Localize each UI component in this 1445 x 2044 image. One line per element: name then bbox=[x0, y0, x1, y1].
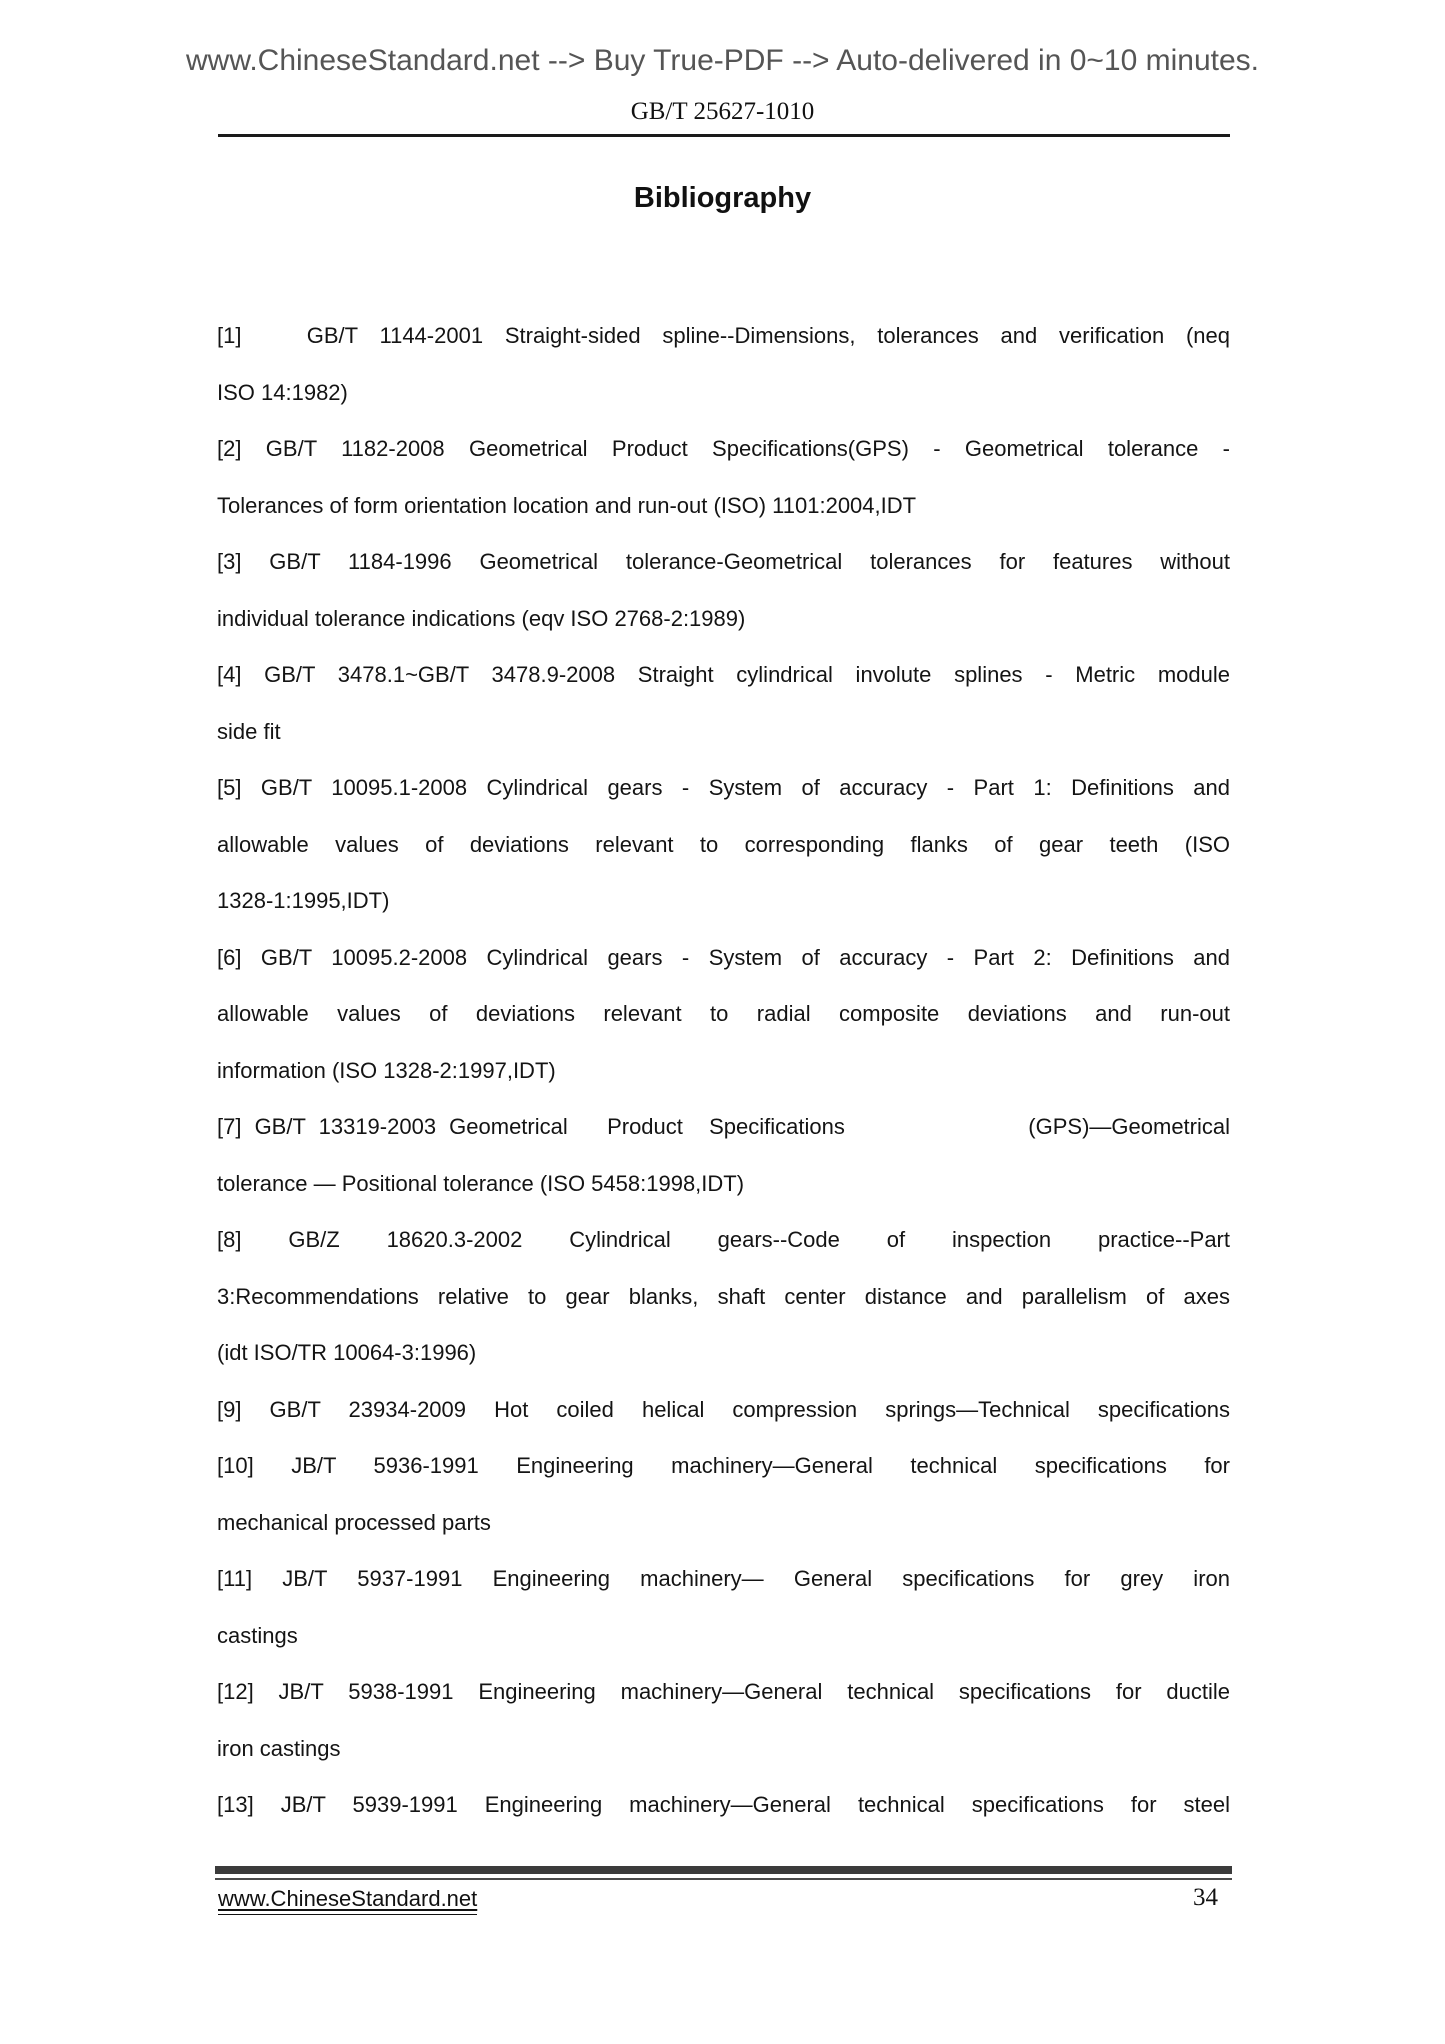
bibliography-entry bbox=[217, 1664, 1230, 1777]
text-line: 3:Recommendations relative to gear blanks, shaft center distance and parallelism of axes bbox=[217, 1283, 1230, 1309]
text-line: [8] GB/Z 18620.3-2002 Cylindrical gears--Code of inspection practice--Part bbox=[217, 1227, 1230, 1252]
text-line: [6] GB/T 10095.2-2008 Cylindrical gears - System of accuracy - Part 2: Definitions and bbox=[217, 944, 1230, 970]
promo-banner: www.ChineseStandard.net --> Buy True-PDF --> Auto-delivered in 0~10 minutes. bbox=[185, 44, 1260, 77]
bibliography-list bbox=[217, 308, 1230, 1834]
footer-link[interactable]: www.ChineseStandard.net bbox=[218, 1886, 477, 1915]
text-line: [5] GB/T 10095.1-2008 Cylindrical gears - System of accuracy - Part 1: Definitions and bbox=[217, 775, 1230, 800]
page-title: Bibliography bbox=[633, 182, 812, 214]
text-line: [3] GB/T 1184-1996 Geometrical tolerance-Geometrical tolerances for features without bbox=[217, 549, 1230, 574]
text-line: [4] GB/T 3478.1~GB/T 3478.9-2008 Straight cylindrical involute splines - Metric module bbox=[217, 662, 1230, 687]
text-line: allowable values of deviations relevant to corresponding flanks of gear teeth (ISO bbox=[217, 831, 1230, 857]
bibliography-entry bbox=[217, 647, 1230, 760]
text-line: [11] JB/T 5937-1991 Engineering machinery— General specifications for grey iron bbox=[217, 1566, 1230, 1591]
bibliography-entry bbox=[217, 421, 1230, 534]
standard-code: GB/T 25627-1010 bbox=[630, 98, 815, 125]
text-line: [10] JB/T 5936-1991 Engineering machinery—General technical specifications for bbox=[217, 1453, 1230, 1478]
text-line: allowable values of deviations relevant to radial composite deviations and run-out bbox=[217, 1001, 1230, 1026]
page-number: 34 bbox=[1193, 1884, 1218, 1911]
text-line: individual tolerance indications (eqv ISO 2768-2:1989) bbox=[217, 605, 746, 631]
bibliography-entry bbox=[217, 534, 1230, 647]
text-line: side fit bbox=[217, 718, 281, 744]
text-line: 1328-1:1995,IDT) bbox=[217, 888, 390, 913]
bibliography-entry bbox=[217, 1382, 1230, 1439]
bibliography-entry bbox=[217, 308, 1230, 421]
bibliography-entry bbox=[217, 930, 1230, 1100]
text-line: ISO 14:1982) bbox=[217, 379, 348, 405]
text-line: [9] GB/T 23934-2009 Hot coiled helical compression springs—Technical specifications bbox=[217, 1396, 1230, 1422]
text-line: Tolerances of form orientation location and run-out (ISO) 1101:2004,IDT bbox=[217, 492, 917, 518]
bibliography-entry bbox=[217, 1212, 1230, 1382]
bibliography-entry bbox=[217, 1438, 1230, 1551]
text-line: [2] GB/T 1182-2008 Geometrical Product Specifications(GPS) - Geometrical tolerance - bbox=[217, 436, 1230, 461]
text-line: iron castings bbox=[217, 1735, 341, 1761]
text-line: [1] GB/T 1144-2001 Straight-sided spline--Dimensions, tolerances and verification (neq bbox=[217, 323, 1230, 348]
text-line: (idt ISO/TR 10064-3:1996) bbox=[217, 1340, 477, 1365]
text-line: tolerance — Positional tolerance (ISO 5458:1998,IDT) bbox=[217, 1170, 745, 1196]
text-line: [12] JB/T 5938-1991 Engineering machinery—General technical specifications for ductile bbox=[217, 1679, 1230, 1704]
bibliography-entry bbox=[217, 1777, 1230, 1834]
bibliography-entry bbox=[217, 760, 1230, 930]
text-line: [13] JB/T 5939-1991 Engineering machinery—General technical specifications for steel bbox=[217, 1792, 1230, 1817]
bibliography-entry bbox=[217, 1551, 1230, 1664]
bibliography-entry bbox=[217, 1099, 1230, 1212]
text-line: castings bbox=[217, 1622, 298, 1648]
footer-bar bbox=[215, 1866, 1232, 1874]
text-line: information (ISO 1328-2:1997,IDT) bbox=[217, 1057, 556, 1083]
footer-rule bbox=[215, 1878, 1232, 1880]
text-line: [7] GB/T 13319-2003 Geometrical Product Specifications (GPS)—Geometrical bbox=[217, 1114, 1230, 1139]
header-rule bbox=[218, 134, 1230, 137]
text-line: mechanical processed parts bbox=[217, 1509, 491, 1535]
